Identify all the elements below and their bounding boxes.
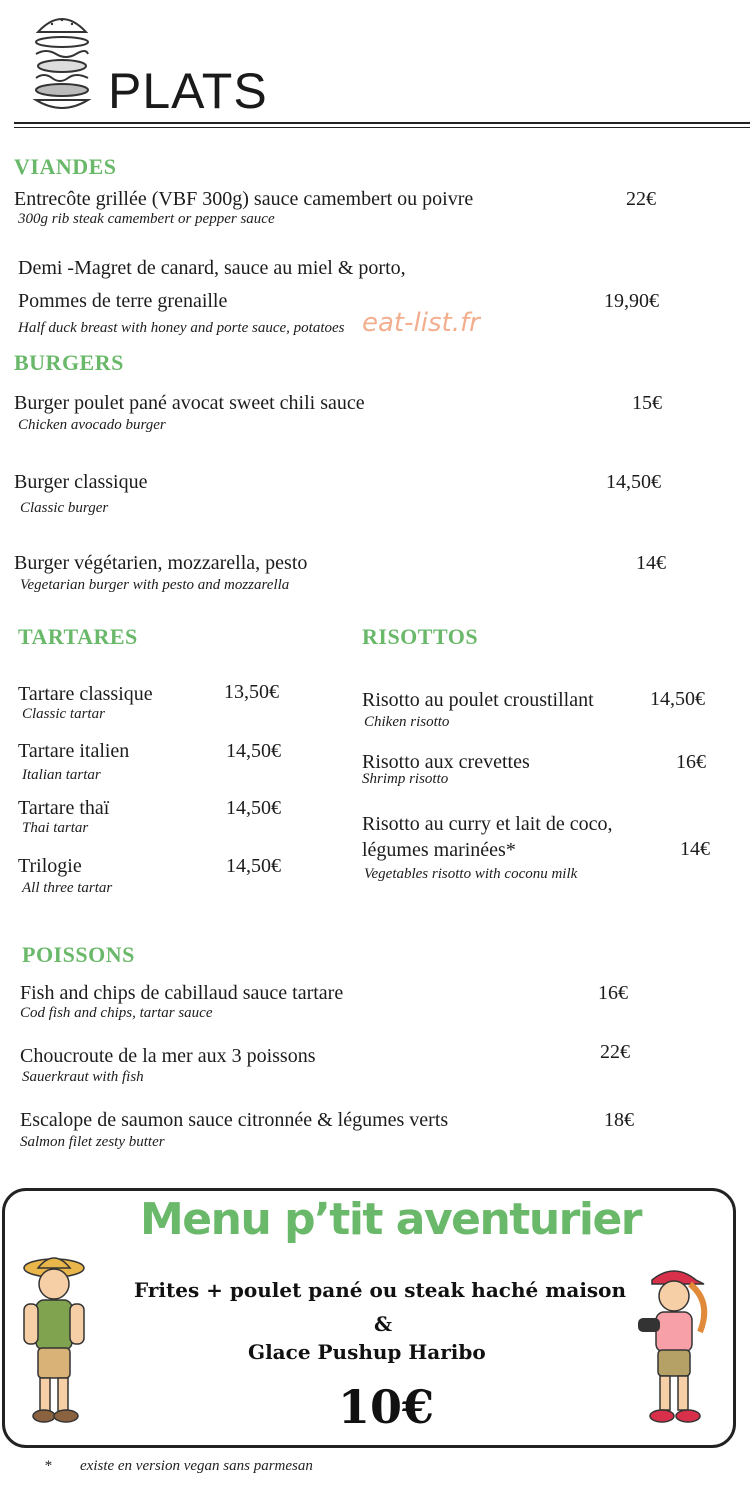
header-divider-2 (14, 127, 750, 128)
dish-translation: Cod fish and chips, tartar sauce (20, 1005, 213, 1021)
dish-name-line2: Pommes de terre grenaille (18, 290, 228, 312)
kids-menu-price: 10€ (338, 1380, 435, 1434)
dish-price: 14,50€ (606, 471, 661, 493)
dish-name: Entrecôte grillée (VBF 300g) sauce camembert ou poivre (14, 188, 474, 210)
dish-price: 13,50€ (224, 681, 279, 703)
dish-price: 18€ (604, 1109, 634, 1131)
dish-name: Choucroute de la mer aux 3 poissons (20, 1045, 316, 1067)
kids-menu-line1: Frites + poulet pané ou steak haché maison (134, 1278, 627, 1302)
footnote-star: * (44, 1458, 52, 1474)
dish-name: Tartare classique (18, 683, 153, 705)
dish-translation: Shrimp risotto (362, 771, 449, 787)
dish-translation: Thai tartar (22, 820, 89, 836)
dish-price: 16€ (676, 751, 706, 773)
dish-translation: Sauerkraut with fish (22, 1069, 144, 1085)
dish-price: 19,90€ (604, 290, 659, 312)
kids-menu-title: Menu p’tit aventurier (140, 1194, 641, 1245)
dish-name: Tartare italien (18, 740, 130, 762)
dish-price: 22€ (626, 188, 656, 210)
section-title-risottos: RISOTTOS (362, 624, 479, 649)
dish-name-line2: légumes marinées* (362, 839, 516, 861)
dish-name: Risotto aux crevettes (362, 751, 530, 773)
dish-translation: Classic burger (20, 500, 109, 516)
header-divider (14, 122, 750, 124)
kids-menu-ampersand: & (374, 1312, 393, 1336)
dish-price: 14,50€ (226, 855, 281, 877)
dish-name: Risotto au poulet croustillant (362, 689, 594, 711)
kids-menu-line2: Glace Pushup Haribo (248, 1340, 486, 1364)
dish-name: Burger poulet pané avocat sweet chili sauce (14, 392, 365, 414)
dish-name: Risotto au curry et lait de coco, (362, 813, 613, 835)
explorer-boy-illustration (18, 1252, 94, 1432)
dish-translation: Vegetarian burger with pesto and mozzarella (20, 577, 290, 593)
dish-translation: Salmon filet zesty butter (20, 1134, 165, 1150)
burger-logo-icon (30, 10, 94, 114)
watermark-text: eat-list.fr (362, 308, 480, 338)
section-title-tartares: TARTARES (18, 624, 138, 649)
dish-name: Demi -Magret de canard, sauce au miel & porto, (18, 257, 406, 279)
dish-price: 14,50€ (226, 740, 281, 762)
dish-translation: Chicken avocado burger (18, 417, 166, 433)
dish-name: Fish and chips de cabillaud sauce tartare (20, 982, 344, 1004)
dish-name: Burger classique (14, 471, 148, 493)
dish-translation: Italian tartar (22, 767, 101, 783)
explorer-girl-illustration (634, 1262, 714, 1434)
dish-name: Escalope de saumon sauce citronnée & légumes verts (20, 1109, 449, 1131)
section-title-viandes: VIANDES (14, 154, 117, 179)
footnote-text: existe en version vegan sans parmesan (80, 1458, 313, 1474)
dish-name: Trilogie (18, 855, 82, 877)
dish-price: 14€ (680, 838, 710, 860)
dish-price: 14,50€ (650, 688, 705, 710)
dish-price: 15€ (632, 392, 662, 414)
dish-price: 14€ (636, 552, 666, 574)
dish-name: Burger végétarien, mozzarella, pesto (14, 552, 308, 574)
dish-translation: Classic tartar (22, 706, 105, 722)
dish-translation: 300g rib steak camembert or pepper sauce (18, 211, 275, 227)
dish-price: 16€ (598, 982, 628, 1004)
section-title-poissons: POISSONS (22, 942, 135, 967)
dish-translation: Vegetables risotto with coconu milk (364, 866, 578, 882)
page-title: PLATS (108, 63, 268, 119)
dish-name: Tartare thaï (18, 797, 110, 819)
dish-translation: Half duck breast with honey and porte sauce, potatoes (18, 320, 345, 336)
dish-price: 22€ (600, 1041, 630, 1063)
dish-translation: All three tartar (22, 880, 113, 896)
section-title-burgers: BURGERS (14, 350, 124, 375)
dish-price: 14,50€ (226, 797, 281, 819)
dish-translation: Chiken risotto (364, 714, 450, 730)
